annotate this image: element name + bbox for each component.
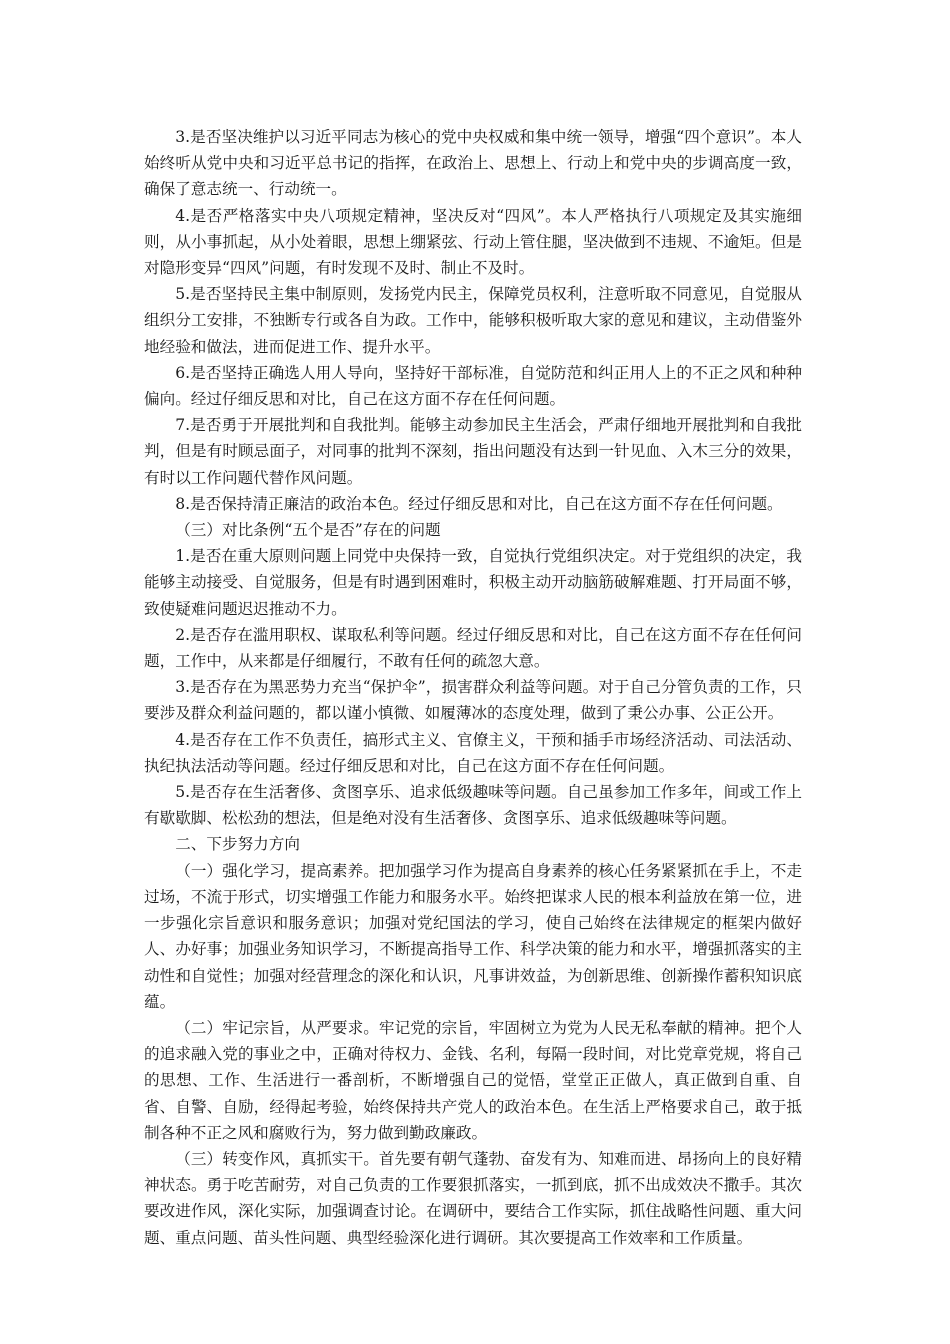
paragraph-item-6: 6.是否坚持正确选人用人导向，坚持好干部标准，自觉防范和纠正用人上的不正之风和种种偏向。经过仔细反思和对比，自己在这方面不存在任何问题。 bbox=[144, 363, 802, 409]
document-page bbox=[144, 124, 802, 1251]
paragraph-check-4: 4.是否存在工作不负责任，搞形式主义、官僚主义，干预和插手市场经济活动、司法活动、执纪执法活动等问题。经过仔细反思和对比，自己在这方面不存在任何问题。 bbox=[144, 730, 802, 775]
paragraph-item-3: 3.是否坚决维护以习近平同志为核心的党中央权威和集中统一领导，增强“四个意识”。本人始终听从党中央和习近平总书记的指挥，在政治上、思想上、行动上和党中央的步调高度一致，确保了意志统一、行动统一。 bbox=[144, 128, 802, 199]
paragraph-check-3: 3.是否存在为黑恶势力充当“保护伞”，损害群众利益等问题。对于自己分管负责的工作，只要涉及群众利益问题的，都以谨小慎微、如履薄冰的态度处理，做到了秉公办事、公正公开。 bbox=[144, 678, 802, 723]
section-heading-2: 二、下步努力方向 bbox=[175, 835, 300, 854]
paragraph-check-1: 1.是否在重大原则问题上同党中央保持一致，自觉执行党组织决定。对于党组织的决定，我能够主动接受、自觉服务，但是有时遇到困难时，积极主动开动脑筋破解难题、打开局面不够，致使疑难问题迟迟推动不力。 bbox=[144, 547, 802, 618]
paragraph-item-8: 8.是否保持清正廉洁的政治本色。经过仔细反思和对比，自己在这方面不存在任何问题。 bbox=[175, 494, 783, 513]
paragraph-direction-1: （一）强化学习，提高素养。把加强学习作为提高自身素养的核心任务紧紧抓在手上，不走过场，不流于形式，切实增强工作能力和服务水平。始终把谋求人民的根本利益放在第一位，进一步强化宗旨意识和服务意识；加强对党纪国法的学习，使自己始终在法律规定的框架内做好人、办好事；加强业务知识学习，不断提高指导工作、科学决策的能力和水平，增强抓落实的主动性和自觉性；加强对经营理念的深化和认识，凡事讲效益，为创新思维、创新操作蓄积知识底蕴。 bbox=[144, 861, 802, 1011]
section-heading-3: （三）对比条例“五个是否”存在的问题 bbox=[175, 521, 441, 540]
paragraph-item-5: 5.是否坚持民主集中制原则，发扬党内民主，保障党员权利，注意听取不同意见，自觉服从组织分工安排，不独断专行或各自为政。工作中，能够积极听取大家的意见和建议，主动借鉴外地经验和做法，进而促进工作、提升水平。 bbox=[144, 285, 802, 356]
paragraph-item-7: 7.是否勇于开展批判和自我批判。能够主动参加民主生活会，严肃仔细地开展批判和自我批判，但是有时顾忌面子，对同事的批判不深刻，指出问题没有达到一针见血、入木三分的效果，有时以工作问题代替作风问题。 bbox=[144, 416, 802, 487]
paragraph-direction-2: （二）牢记宗旨，从严要求。牢记党的宗旨，牢固树立为党为人民无私奉献的精神。把个人的追求融入党的事业之中，正确对待权力、金钱、名利，每隔一段时间，对比党章党规，将自己的思想、工作、生活进行一番剖析，不断增强自己的觉悟，堂堂正正做人，真正做到自重、自省、自警、自励，经得起考验，始终保持共产党人的政治本色。在生活上严格要求自己，敢于抵制各种不正之风和腐败行为，努力做到勤政廉政。 bbox=[144, 1018, 802, 1142]
paragraph-check-2: 2.是否存在滥用职权、谋取私利等问题。经过仔细反思和对比，自己在这方面不存在任何问题，工作中，从来都是仔细履行，不敢有任何的疏忽大意。 bbox=[144, 625, 802, 671]
paragraph-direction-3: （三）转变作风，真抓实干。首先要有朝气蓬勃、奋发有为、知难而进、昂扬向上的良好精神状态。勇于吃苦耐劳，对自己负责的工作要狠抓落实，一抓到底，抓不出成效决不撒手。其次要改进作风，深化实际，加强调查讨论。在调研中，要结合工作实际，抓住战略性问题、重大问题、重点问题、苗头性问题、典型经验深化进行调研。其次要提高工作效率和工作质量。 bbox=[144, 1149, 802, 1247]
paragraph-item-4: 4.是否严格落实中央八项规定精神，坚决反对“四风”。本人严格执行八项规定及其实施细则，从小事抓起，从小处着眼，思想上绷紧弦、行动上管住腿，坚决做到不违规、不逾矩。但是对隐形变异“四风”问题，有时发现不及时、制止不及时。 bbox=[144, 206, 802, 278]
paragraph-check-5: 5.是否存在生活奢侈、贪图享乐、追求低级趣味等问题。自己虽参加工作多年，间或工作上有歇歇脚、松松劲的想法，但是绝对没有生活奢侈、贪图享乐、追求低级趣味等问题。 bbox=[144, 783, 802, 828]
